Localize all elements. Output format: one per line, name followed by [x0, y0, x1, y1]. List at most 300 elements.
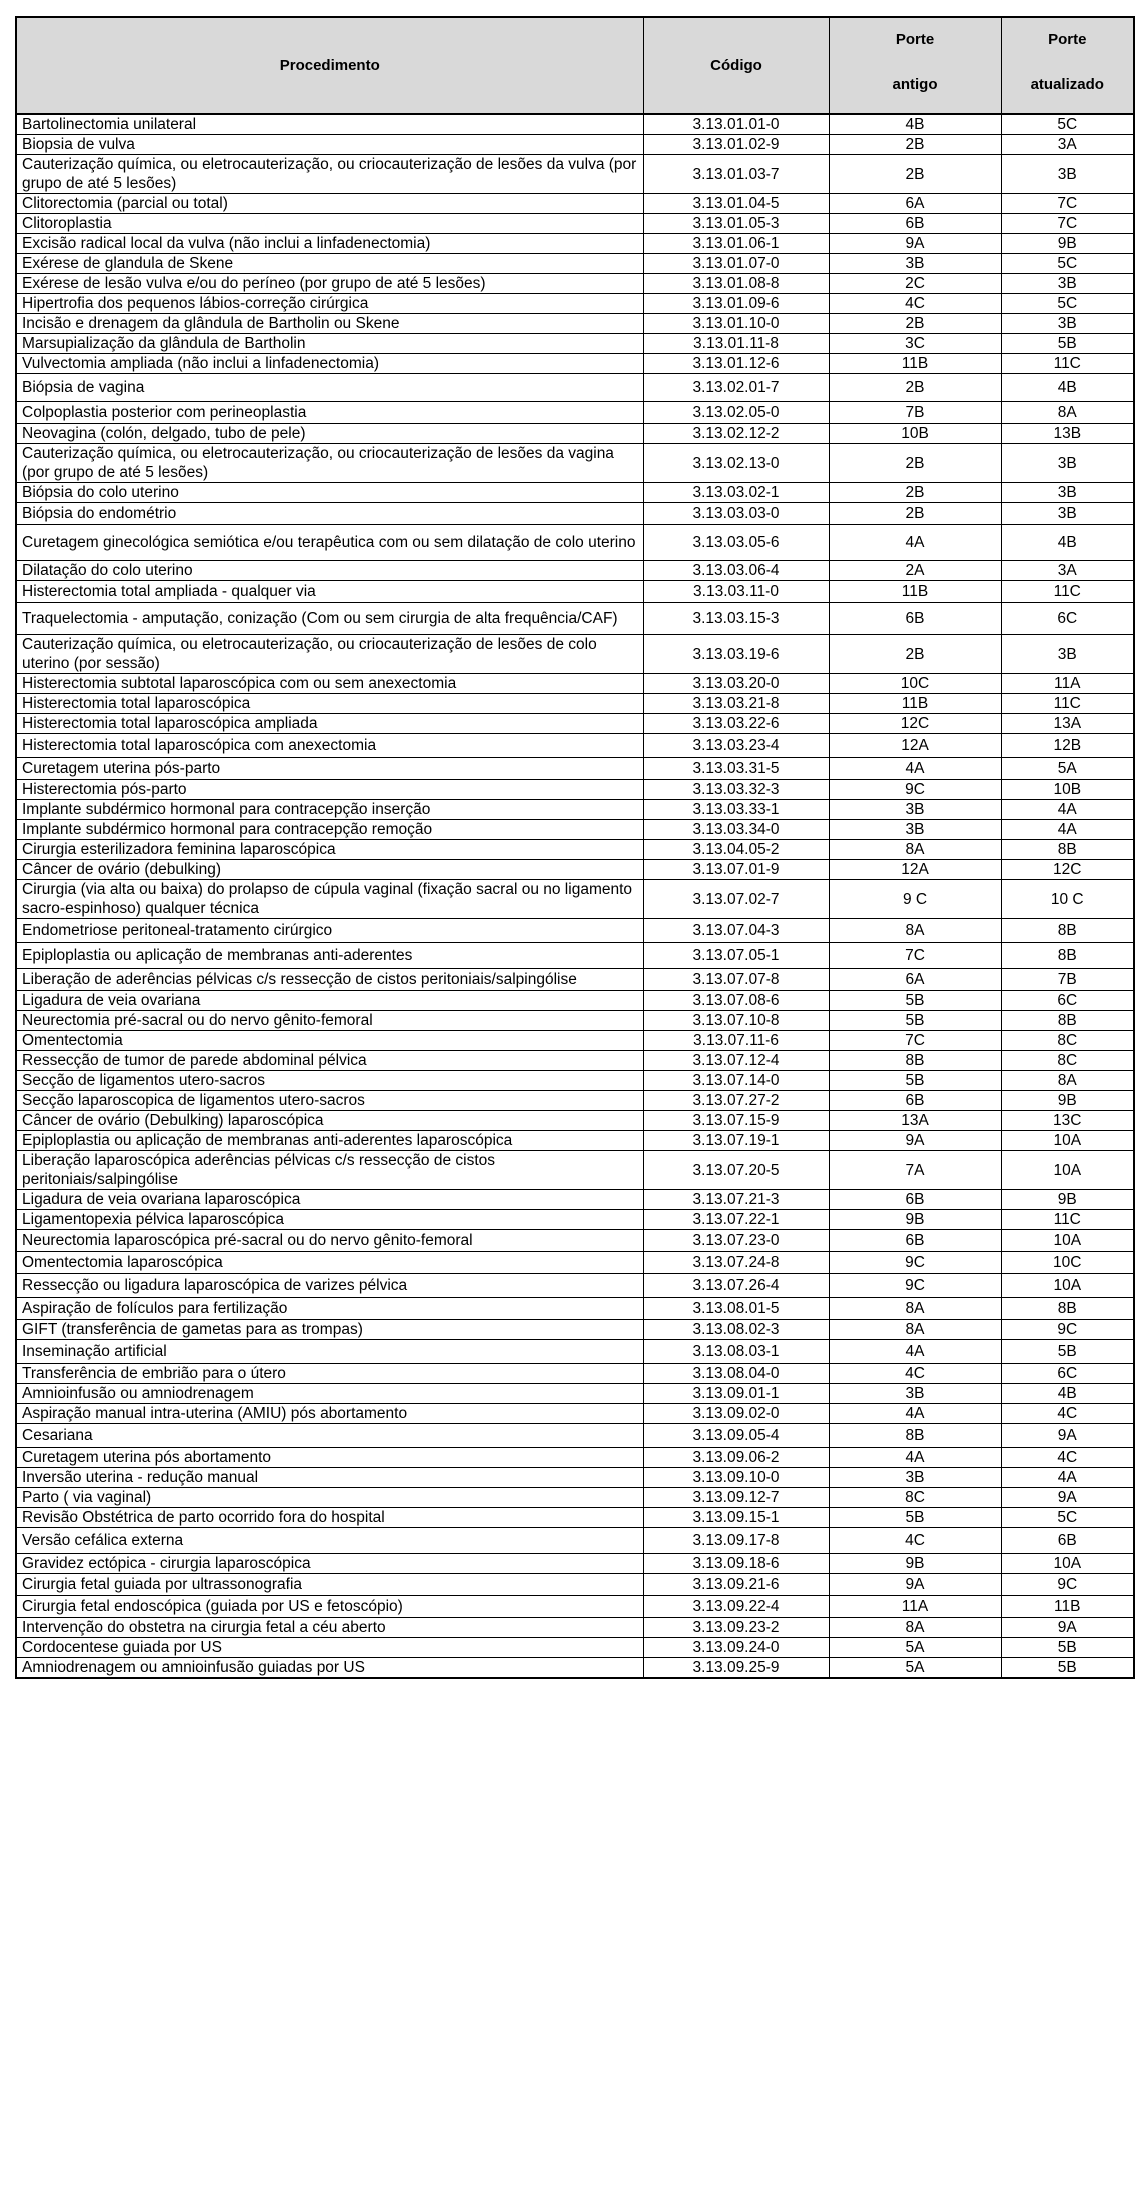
- code-cell: 3.13.07.05-1: [643, 943, 829, 969]
- porte-antigo-cell: 4A: [829, 1404, 1001, 1424]
- porte-antigo-cell: 5B: [829, 1011, 1001, 1031]
- table-row: [16, 314, 1134, 334]
- procedure-cell: Cesariana: [16, 1424, 643, 1448]
- header-porte-antigo-line1: Porte: [895, 31, 935, 48]
- procedure-cell: Revisão Obstétrica de parto ocorrido fora do hospital: [16, 1508, 643, 1528]
- table-row: [16, 1364, 1134, 1384]
- procedure-cell: Cauterização química, ou eletrocauterização, ou criocauterização de lesões da vulva (por grupo de até 5 lesões): [16, 155, 643, 194]
- porte-atualizado-cell: 11B: [1001, 1596, 1134, 1618]
- code-cell: 3.13.01.10-0: [643, 314, 829, 334]
- procedure-cell: Gravidez ectópica - cirurgia laparoscópica: [16, 1554, 643, 1574]
- table-row: [16, 1488, 1134, 1508]
- procedure-cell: Ligadura de veia ovariana: [16, 991, 643, 1011]
- porte-atualizado-cell: 13A: [1001, 714, 1134, 734]
- porte-antigo-cell: 11B: [829, 354, 1001, 374]
- porte-antigo-cell: 5A: [829, 1638, 1001, 1658]
- procedure-cell: Biópsia do endométrio: [16, 503, 643, 525]
- code-cell: 3.13.01.12-6: [643, 354, 829, 374]
- procedure-cell: Dilatação do colo uterino: [16, 561, 643, 581]
- porte-atualizado-cell: 8B: [1001, 943, 1134, 969]
- code-cell: 3.13.04.05-2: [643, 840, 829, 860]
- code-cell: 3.13.07.27-2: [643, 1091, 829, 1111]
- table-row: [16, 1190, 1134, 1210]
- table-row: [16, 1011, 1134, 1031]
- table-row: [16, 1298, 1134, 1320]
- procedure-cell: Histerectomia pós-parto: [16, 780, 643, 800]
- code-cell: 3.13.07.22-1: [643, 1210, 829, 1230]
- table-row: [16, 503, 1134, 525]
- porte-antigo-cell: 2B: [829, 135, 1001, 155]
- table-row: [16, 1274, 1134, 1298]
- porte-atualizado-cell: 5C: [1001, 294, 1134, 314]
- porte-atualizado-cell: 9B: [1001, 1190, 1134, 1210]
- table-row: [16, 694, 1134, 714]
- code-cell: 3.13.07.08-6: [643, 991, 829, 1011]
- table-row: [16, 1071, 1134, 1091]
- porte-antigo-cell: 7C: [829, 943, 1001, 969]
- porte-antigo-cell: 2B: [829, 444, 1001, 483]
- porte-antigo-cell: 5B: [829, 1508, 1001, 1528]
- procedures-table-container: [15, 16, 1133, 1679]
- porte-antigo-cell: 9A: [829, 1131, 1001, 1151]
- porte-antigo-cell: 3B: [829, 820, 1001, 840]
- table-row: [16, 274, 1134, 294]
- table-row: [16, 758, 1134, 780]
- table-row: [16, 1131, 1134, 1151]
- code-cell: 3.13.07.02-7: [643, 880, 829, 919]
- table-row: [16, 1424, 1134, 1448]
- porte-atualizado-cell: 4B: [1001, 525, 1134, 561]
- code-cell: 3.13.07.10-8: [643, 1011, 829, 1031]
- code-cell: 3.13.07.20-5: [643, 1151, 829, 1190]
- porte-atualizado-cell: 9B: [1001, 1091, 1134, 1111]
- header-procedimento: Procedimento: [16, 17, 643, 114]
- porte-antigo-cell: 13A: [829, 1111, 1001, 1131]
- procedure-cell: Clitoroplastia: [16, 214, 643, 234]
- code-cell: 3.13.01.06-1: [643, 234, 829, 254]
- porte-atualizado-cell: 8B: [1001, 840, 1134, 860]
- porte-atualizado-cell: 12B: [1001, 734, 1134, 758]
- code-cell: 3.13.03.34-0: [643, 820, 829, 840]
- porte-antigo-cell: 8A: [829, 1320, 1001, 1340]
- procedure-cell: Bartolinectomia unilateral: [16, 114, 643, 135]
- table-row: [16, 1151, 1134, 1190]
- code-cell: 3.13.09.22-4: [643, 1596, 829, 1618]
- porte-atualizado-cell: 8A: [1001, 402, 1134, 424]
- code-cell: 3.13.03.15-3: [643, 603, 829, 635]
- porte-antigo-cell: 3B: [829, 254, 1001, 274]
- header-codigo: Código: [643, 17, 829, 114]
- porte-atualizado-cell: 10A: [1001, 1151, 1134, 1190]
- porte-atualizado-cell: 5C: [1001, 1508, 1134, 1528]
- procedure-cell: Transferência de embrião para o útero: [16, 1364, 643, 1384]
- procedure-cell: Implante subdérmico hormonal para contracepção remoção: [16, 820, 643, 840]
- porte-antigo-cell: 9B: [829, 1210, 1001, 1230]
- code-cell: 3.13.09.18-6: [643, 1554, 829, 1574]
- code-cell: 3.13.09.25-9: [643, 1658, 829, 1679]
- porte-atualizado-cell: 13B: [1001, 424, 1134, 444]
- porte-antigo-cell: 6B: [829, 214, 1001, 234]
- porte-antigo-cell: 4A: [829, 1448, 1001, 1468]
- porte-antigo-cell: 4A: [829, 525, 1001, 561]
- porte-antigo-cell: 6A: [829, 194, 1001, 214]
- procedure-cell: Incisão e drenagem da glândula de Bartholin ou Skene: [16, 314, 643, 334]
- table-row: [16, 1468, 1134, 1488]
- table-row: [16, 1554, 1134, 1574]
- porte-antigo-cell: 8A: [829, 919, 1001, 943]
- procedure-cell: Cirurgia fetal guiada por ultrassonografia: [16, 1574, 643, 1596]
- table-row: [16, 155, 1134, 194]
- porte-antigo-cell: 2B: [829, 503, 1001, 525]
- porte-atualizado-cell: 9A: [1001, 1424, 1134, 1448]
- code-cell: 3.13.09.17-8: [643, 1528, 829, 1554]
- procedure-cell: Parto ( via vaginal): [16, 1488, 643, 1508]
- code-cell: 3.13.01.05-3: [643, 214, 829, 234]
- porte-antigo-cell: 2B: [829, 635, 1001, 674]
- porte-antigo-cell: 8B: [829, 1424, 1001, 1448]
- table-row: [16, 254, 1134, 274]
- porte-atualizado-cell: 3A: [1001, 561, 1134, 581]
- porte-atualizado-cell: 4A: [1001, 1468, 1134, 1488]
- procedure-cell: Implante subdérmico hormonal para contracepção inserção: [16, 800, 643, 820]
- porte-antigo-cell: 2C: [829, 274, 1001, 294]
- code-cell: 3.13.01.11-8: [643, 334, 829, 354]
- procedure-cell: Câncer de ovário (debulking): [16, 860, 643, 880]
- porte-antigo-cell: 8A: [829, 1618, 1001, 1638]
- porte-antigo-cell: 6B: [829, 1230, 1001, 1252]
- code-cell: 3.13.01.09-6: [643, 294, 829, 314]
- table-row: [16, 1252, 1134, 1274]
- code-cell: 3.13.01.04-5: [643, 194, 829, 214]
- porte-antigo-cell: 6B: [829, 1091, 1001, 1111]
- porte-antigo-cell: 9C: [829, 1252, 1001, 1274]
- table-row: [16, 1091, 1134, 1111]
- procedure-cell: Cordocentese guiada por US: [16, 1638, 643, 1658]
- code-cell: 3.13.08.01-5: [643, 1298, 829, 1320]
- code-cell: 3.13.01.03-7: [643, 155, 829, 194]
- table-row: [16, 1230, 1134, 1252]
- table-row: [16, 991, 1134, 1011]
- porte-antigo-cell: 8A: [829, 1298, 1001, 1320]
- table-row: [16, 294, 1134, 314]
- header-porte-antigo-line2: antigo: [892, 76, 938, 93]
- table-row: [16, 561, 1134, 581]
- porte-antigo-cell: 7B: [829, 402, 1001, 424]
- porte-atualizado-cell: 6C: [1001, 991, 1134, 1011]
- porte-antigo-cell: 2B: [829, 374, 1001, 402]
- procedure-cell: Cirurgia fetal endoscópica (guiada por US e fetoscópio): [16, 1596, 643, 1618]
- porte-atualizado-cell: 9A: [1001, 1488, 1134, 1508]
- table-row: [16, 800, 1134, 820]
- code-cell: 3.13.09.21-6: [643, 1574, 829, 1596]
- porte-antigo-cell: 7A: [829, 1151, 1001, 1190]
- table-row: [16, 1340, 1134, 1364]
- code-cell: 3.13.08.03-1: [643, 1340, 829, 1364]
- porte-atualizado-cell: 5B: [1001, 1340, 1134, 1364]
- porte-antigo-cell: 11B: [829, 694, 1001, 714]
- table-row: [16, 1596, 1134, 1618]
- table-row: [16, 135, 1134, 155]
- porte-atualizado-cell: 13C: [1001, 1111, 1134, 1131]
- porte-atualizado-cell: 8A: [1001, 1071, 1134, 1091]
- code-cell: 3.13.01.01-0: [643, 114, 829, 135]
- porte-antigo-cell: 10C: [829, 674, 1001, 694]
- porte-atualizado-cell: 7C: [1001, 214, 1134, 234]
- procedure-cell: Histerectomia total laparoscópica: [16, 694, 643, 714]
- header-porte-antigo: [829, 17, 1001, 114]
- table-row: [16, 1528, 1134, 1554]
- procedure-cell: Secção laparoscopica de ligamentos utero-sacros: [16, 1091, 643, 1111]
- code-cell: 3.13.07.24-8: [643, 1252, 829, 1274]
- porte-atualizado-cell: 11C: [1001, 354, 1134, 374]
- porte-antigo-cell: 7C: [829, 1031, 1001, 1051]
- table-row: [16, 969, 1134, 991]
- code-cell: 3.13.07.14-0: [643, 1071, 829, 1091]
- code-cell: 3.13.07.15-9: [643, 1111, 829, 1131]
- porte-atualizado-cell: 10A: [1001, 1554, 1134, 1574]
- porte-atualizado-cell: 10A: [1001, 1274, 1134, 1298]
- code-cell: 3.13.03.06-4: [643, 561, 829, 581]
- code-cell: 3.13.02.05-0: [643, 402, 829, 424]
- procedure-cell: Neurectomia laparoscópica pré-sacral ou do nervo gênito-femoral: [16, 1230, 643, 1252]
- porte-antigo-cell: 3C: [829, 334, 1001, 354]
- porte-atualizado-cell: 3B: [1001, 635, 1134, 674]
- procedure-cell: Cirurgia esterilizadora feminina laparoscópica: [16, 840, 643, 860]
- procedure-cell: Omentectomia laparoscópica: [16, 1252, 643, 1274]
- table-body: [16, 114, 1134, 1678]
- table-row: [16, 1320, 1134, 1340]
- code-cell: 3.13.09.15-1: [643, 1508, 829, 1528]
- porte-antigo-cell: 5A: [829, 1658, 1001, 1679]
- porte-antigo-cell: 3B: [829, 1384, 1001, 1404]
- procedure-cell: Amnioinfusão ou amniodrenagem: [16, 1384, 643, 1404]
- header-row: [16, 17, 1134, 114]
- table-row: [16, 1658, 1134, 1679]
- procedure-cell: Histerectomia total laparoscópica com anexectomia: [16, 734, 643, 758]
- code-cell: 3.13.03.33-1: [643, 800, 829, 820]
- table-row: [16, 114, 1134, 135]
- code-cell: 3.13.03.11-0: [643, 581, 829, 603]
- table-row: [16, 444, 1134, 483]
- porte-antigo-cell: 12C: [829, 714, 1001, 734]
- table-row: [16, 483, 1134, 503]
- code-cell: 3.13.07.01-9: [643, 860, 829, 880]
- code-cell: 3.13.01.02-9: [643, 135, 829, 155]
- porte-antigo-cell: 3B: [829, 800, 1001, 820]
- procedure-cell: Biopsia de vulva: [16, 135, 643, 155]
- porte-atualizado-cell: 10C: [1001, 1252, 1134, 1274]
- procedure-cell: Colpoplastia posterior com perineoplastia: [16, 402, 643, 424]
- procedure-cell: Vulvectomia ampliada (não inclui a linfadenectomia): [16, 354, 643, 374]
- code-cell: 3.13.09.05-4: [643, 1424, 829, 1448]
- porte-atualizado-cell: 10A: [1001, 1131, 1134, 1151]
- table-row: [16, 1618, 1134, 1638]
- procedure-cell: Marsupialização da glândula de Bartholin: [16, 334, 643, 354]
- procedure-cell: Exérese de lesão vulva e/ou do períneo (por grupo de até 5 lesões): [16, 274, 643, 294]
- procedure-cell: Endometriose peritoneal-tratamento cirúrgico: [16, 919, 643, 943]
- procedure-cell: Aspiração manual intra-uterina (AMIU) pós abortamento: [16, 1404, 643, 1424]
- procedure-cell: GIFT (transferência de gametas para as trompas): [16, 1320, 643, 1340]
- porte-atualizado-cell: 5B: [1001, 334, 1134, 354]
- procedure-cell: Aspiração de folículos para fertilização: [16, 1298, 643, 1320]
- porte-antigo-cell: 6B: [829, 603, 1001, 635]
- porte-antigo-cell: 6B: [829, 1190, 1001, 1210]
- procedure-cell: Exérese de glandula de Skene: [16, 254, 643, 274]
- procedure-cell: Cauterização química, ou eletrocauterização, ou criocauterização de lesões de colo uterino (por sessão): [16, 635, 643, 674]
- table-row: [16, 919, 1134, 943]
- procedure-cell: Omentectomia: [16, 1031, 643, 1051]
- porte-antigo-cell: 9C: [829, 1274, 1001, 1298]
- header-porte-atualizado-line1: Porte: [1048, 31, 1087, 48]
- porte-atualizado-cell: 9C: [1001, 1320, 1134, 1340]
- procedure-cell: Ligamentopexia pélvica laparoscópica: [16, 1210, 643, 1230]
- porte-atualizado-cell: 8B: [1001, 1298, 1134, 1320]
- code-cell: 3.13.07.11-6: [643, 1031, 829, 1051]
- code-cell: 3.13.07.07-8: [643, 969, 829, 991]
- table-row: [16, 234, 1134, 254]
- procedure-cell: Secção de ligamentos utero-sacros: [16, 1071, 643, 1091]
- procedure-cell: Curetagem uterina pós abortamento: [16, 1448, 643, 1468]
- table-row: [16, 581, 1134, 603]
- porte-atualizado-cell: 8C: [1001, 1031, 1134, 1051]
- procedure-cell: Biópsia do colo uterino: [16, 483, 643, 503]
- porte-atualizado-cell: 11C: [1001, 1210, 1134, 1230]
- porte-atualizado-cell: 3A: [1001, 135, 1134, 155]
- porte-atualizado-cell: 6C: [1001, 1364, 1134, 1384]
- procedure-cell: Histerectomia total laparoscópica ampliada: [16, 714, 643, 734]
- procedure-cell: Ressecção de tumor de parede abdominal pélvica: [16, 1051, 643, 1071]
- porte-antigo-cell: 9A: [829, 1574, 1001, 1596]
- table-row: [16, 1210, 1134, 1230]
- porte-antigo-cell: 6A: [829, 969, 1001, 991]
- procedure-cell: Epiploplastia ou aplicação de membranas anti-aderentes: [16, 943, 643, 969]
- procedure-cell: Excisão radical local da vulva (não inclui a linfadenectomia): [16, 234, 643, 254]
- porte-atualizado-cell: 4A: [1001, 820, 1134, 840]
- code-cell: 3.13.01.07-0: [643, 254, 829, 274]
- procedure-cell: Neurectomia pré-sacral ou do nervo gênito-femoral: [16, 1011, 643, 1031]
- procedure-cell: Ligadura de veia ovariana laparoscópica: [16, 1190, 643, 1210]
- porte-antigo-cell: 4B: [829, 114, 1001, 135]
- table-row: [16, 424, 1134, 444]
- table-row: [16, 402, 1134, 424]
- procedure-cell: Cauterização química, ou eletrocauterização, ou criocauterização de lesões da vagina (por grupo de até 5 lesões): [16, 444, 643, 483]
- porte-atualizado-cell: 3B: [1001, 503, 1134, 525]
- porte-atualizado-cell: 8B: [1001, 919, 1134, 943]
- code-cell: 3.13.01.08-8: [643, 274, 829, 294]
- porte-atualizado-cell: 11C: [1001, 694, 1134, 714]
- table-row: [16, 943, 1134, 969]
- table-row: [16, 635, 1134, 674]
- procedure-cell: Cirurgia (via alta ou baixa) do prolapso de cúpula vaginal (fixação sacral ou no ligamento sacro-espinhoso) qualquer técnica: [16, 880, 643, 919]
- code-cell: 3.13.08.04-0: [643, 1364, 829, 1384]
- porte-antigo-cell: 2A: [829, 561, 1001, 581]
- header-porte-atualizado: [1001, 17, 1134, 114]
- code-cell: 3.13.07.12-4: [643, 1051, 829, 1071]
- code-cell: 3.13.08.02-3: [643, 1320, 829, 1340]
- porte-antigo-cell: 11B: [829, 581, 1001, 603]
- porte-antigo-cell: 4C: [829, 1364, 1001, 1384]
- porte-antigo-cell: 8C: [829, 1488, 1001, 1508]
- porte-atualizado-cell: 4C: [1001, 1448, 1134, 1468]
- porte-antigo-cell: 9A: [829, 234, 1001, 254]
- code-cell: 3.13.03.23-4: [643, 734, 829, 758]
- code-cell: 3.13.07.04-3: [643, 919, 829, 943]
- procedure-cell: Hipertrofia dos pequenos lábios-correção cirúrgica: [16, 294, 643, 314]
- table-row: [16, 1574, 1134, 1596]
- porte-antigo-cell: 12A: [829, 860, 1001, 880]
- code-cell: 3.13.03.21-8: [643, 694, 829, 714]
- porte-atualizado-cell: 8C: [1001, 1051, 1134, 1071]
- code-cell: 3.13.02.12-2: [643, 424, 829, 444]
- porte-atualizado-cell: 5C: [1001, 114, 1134, 135]
- code-cell: 3.13.07.21-3: [643, 1190, 829, 1210]
- porte-antigo-cell: 10B: [829, 424, 1001, 444]
- table-row: [16, 1638, 1134, 1658]
- porte-atualizado-cell: 3B: [1001, 155, 1134, 194]
- porte-antigo-cell: 9 C: [829, 880, 1001, 919]
- procedure-cell: Clitorectomia (parcial ou total): [16, 194, 643, 214]
- porte-antigo-cell: 4A: [829, 1340, 1001, 1364]
- porte-atualizado-cell: 6B: [1001, 1528, 1134, 1554]
- code-cell: 3.13.09.10-0: [643, 1468, 829, 1488]
- porte-antigo-cell: 9C: [829, 780, 1001, 800]
- procedure-cell: Neovagina (colón, delgado, tubo de pele): [16, 424, 643, 444]
- code-cell: 3.13.09.24-0: [643, 1638, 829, 1658]
- procedures-table: [15, 16, 1135, 1679]
- procedure-cell: Amniodrenagem ou amnioinfusão guiadas por US: [16, 1658, 643, 1679]
- code-cell: 3.13.03.03-0: [643, 503, 829, 525]
- porte-atualizado-cell: 6C: [1001, 603, 1134, 635]
- table-row: [16, 374, 1134, 402]
- porte-antigo-cell: 8B: [829, 1051, 1001, 1071]
- porte-antigo-cell: 3B: [829, 1468, 1001, 1488]
- porte-atualizado-cell: 5A: [1001, 758, 1134, 780]
- procedure-cell: Inversão uterina - redução manual: [16, 1468, 643, 1488]
- porte-atualizado-cell: 11A: [1001, 674, 1134, 694]
- table-row: [16, 840, 1134, 860]
- porte-atualizado-cell: 4B: [1001, 1384, 1134, 1404]
- procedure-cell: Traquelectomia - amputação, conização (Com ou sem cirurgia de alta frequência/CAF): [16, 603, 643, 635]
- porte-atualizado-cell: 8B: [1001, 1011, 1134, 1031]
- porte-atualizado-cell: 12C: [1001, 860, 1134, 880]
- code-cell: 3.13.07.23-0: [643, 1230, 829, 1252]
- table-row: [16, 1404, 1134, 1424]
- code-cell: 3.13.09.23-2: [643, 1618, 829, 1638]
- procedure-cell: Liberação de aderências pélvicas c/s ressecção de cistos peritoniais/salpingólise: [16, 969, 643, 991]
- procedure-cell: Histerectomia subtotal laparoscópica com ou sem anexectomia: [16, 674, 643, 694]
- table-row: [16, 214, 1134, 234]
- porte-antigo-cell: 11A: [829, 1596, 1001, 1618]
- procedure-cell: Biópsia de vagina: [16, 374, 643, 402]
- code-cell: 3.13.03.02-1: [643, 483, 829, 503]
- porte-antigo-cell: 4C: [829, 1528, 1001, 1554]
- procedure-cell: Curetagem uterina pós-parto: [16, 758, 643, 780]
- porte-antigo-cell: 8A: [829, 840, 1001, 860]
- porte-antigo-cell: 4C: [829, 294, 1001, 314]
- porte-antigo-cell: 9B: [829, 1554, 1001, 1574]
- porte-antigo-cell: 12A: [829, 734, 1001, 758]
- procedure-cell: Liberação laparoscópica aderências pélvicas c/s ressecção de cistos peritoniais/salpingólise: [16, 1151, 643, 1190]
- table-row: [16, 880, 1134, 919]
- table-row: [16, 820, 1134, 840]
- code-cell: 3.13.03.31-5: [643, 758, 829, 780]
- table-row: [16, 860, 1134, 880]
- procedure-cell: Epiploplastia ou aplicação de membranas anti-aderentes laparoscópica: [16, 1131, 643, 1151]
- porte-atualizado-cell: 5B: [1001, 1658, 1134, 1679]
- porte-atualizado-cell: 3B: [1001, 444, 1134, 483]
- table-row: [16, 1031, 1134, 1051]
- porte-antigo-cell: 2B: [829, 155, 1001, 194]
